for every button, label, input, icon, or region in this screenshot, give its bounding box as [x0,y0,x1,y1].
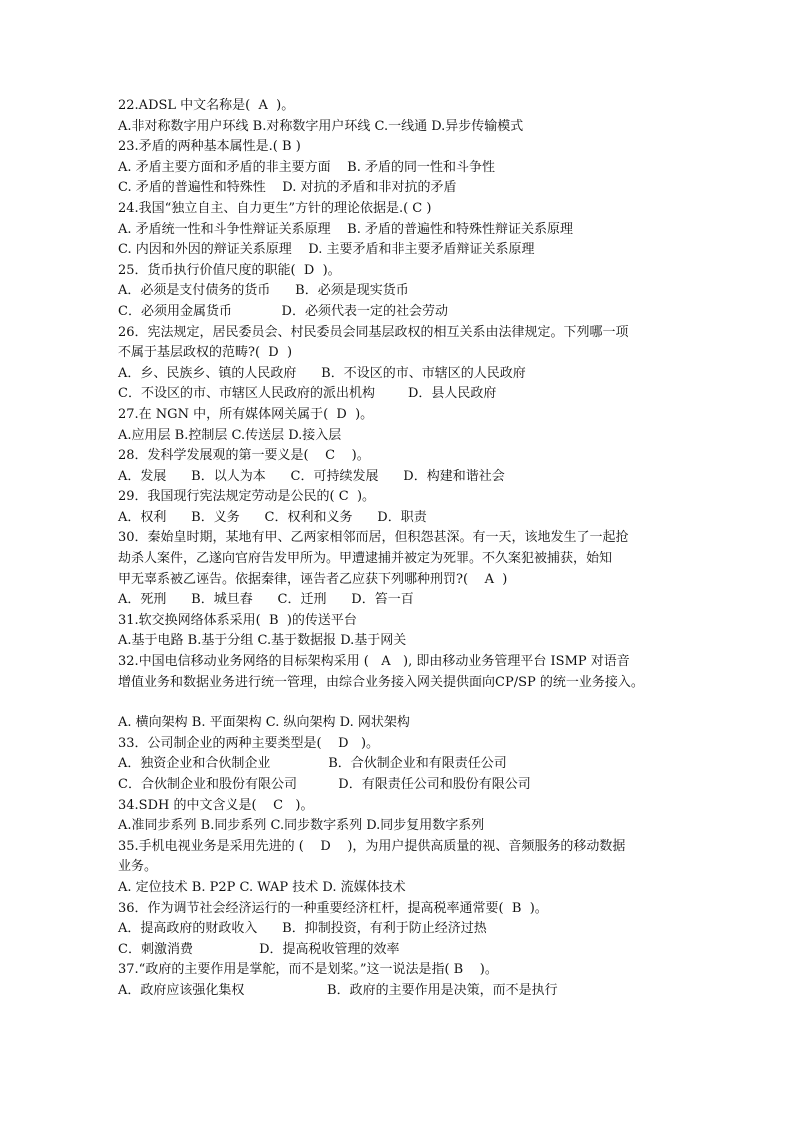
question-35-part2: 业务。 [118,859,158,875]
question-30-part2: 劫杀人案件，乙遂向官府告发甲所为。甲遭逮捕并被定为死罪。不久案犯被捕获，始知 [118,551,613,567]
question-35-part1: 35.手机电视业务是采用先进的 ( D )，为用户提供高质量的视、音频服务的移动数据 [118,838,626,854]
question-36: 36．作为调节社会经济运行的一种重要经济杠杆，提高税率通常要( B )。 [118,900,548,916]
question-34: 34.SDH 的中文含义是( C )。 [118,797,314,813]
question-36-options-cd: C．刺激消费 D．提高税收管理的效率 [118,941,400,957]
question-30-options: A．死刑 B．城旦舂 C．迁刑 D．笞一百 [118,592,414,608]
question-31-options: A.基于电路 B.基于分组 C.基于数据报 D.基于网关 [118,633,407,649]
question-26-options-cd: C．不设区的市、市辖区人民政府的派出机构 D．县人民政府 [118,386,497,402]
question-28: 28．发科学发展观的第一要义是( C )。 [118,448,370,464]
question-29-options: A．权利 B．义务 C．权利和义务 D．职责 [118,509,427,525]
question-26-part1: 26．宪法规定，居民委员会、村民委员会同基层政权的相互关系由法律规定。下列哪一项 [118,324,629,340]
question-24-options-ab: A. 矛盾统一性和斗争性辩证关系原理 B. 矛盾的普遍性和特殊性辩证关系原理 [118,221,574,237]
question-23: 23.矛盾的两种基本属性是.( B ) [118,139,301,155]
question-33-options-cd: C．合伙制企业和股份有限公司 D．有限责任公司和股份有限公司 [118,777,531,792]
question-22-options: A.非对称数字用户环线 B.对称数字用户环线 C.一线通 D.异步传输模式 [118,118,524,134]
question-31: 31.软交换网络体系采用( B )的传送平台 [118,612,357,628]
question-22: 22.ADSL 中文名称是( A )。 [118,98,295,113]
question-37: 37.“政府的主要作用是掌舵，而不是划桨。”这一说法是指( B )。 [118,962,498,978]
question-25-options-cd: C．必须用金属货币 D．必须代表一定的社会劳动 [118,303,448,319]
question-26-options-ab: A．乡、民族乡、镇的人民政府 B．不设区的市、市辖区的人民政府 [118,365,526,381]
question-28-options: A．发展 B．以人为本 C．可持续发展 D．构建和谐社会 [118,468,505,484]
question-34-options: A.准同步系列 B.同步系列 C.同步数字系列 D.同步复用数字系列 [118,818,485,834]
question-30-part1: 30．秦始皇时期，某地有甲、乙两家相邻而居，但积怨甚深。有一天，该地发生了一起抢 [118,530,629,546]
question-33-options-ab: A．独资企业和合伙制企业 B．合伙制企业和有限责任公司 [118,756,507,772]
question-25: 25．货币执行价值尺度的职能( D )。 [118,262,341,278]
question-32-options: A. 横向架构 B. 平面架构 C. 纵向架构 D. 网状架构 [118,715,410,731]
question-25-options-ab: A．必须是支付债务的货币 B．必须是现实货币 [118,283,409,299]
question-36-options-ab: A．提高政府的财政收入 B．抑制投资，有利于防止经济过热 [118,921,487,937]
question-32-part1: 32.中国电信移动业务网络的目标架构采用 ( A ), 即由移动业务管理平台 ISMP 对语音 [118,654,630,670]
question-35-options: A. 定位技术 B. P2P C. WAP 技术 D. 流媒体技术 [118,879,406,895]
question-23-options-cd: C. 矛盾的普遍性和特殊性 D. 对抗的矛盾和非对抗的矛盾 [118,180,457,196]
question-37-options-ab: A．政府应该强化集权 B．政府的主要作用是决策，而不是执行 [118,982,558,998]
blank-line [118,693,684,713]
question-26-part2: 不属于基层政权的范畴?( D ) [118,345,293,361]
question-33: 33．公司制企业的两种主要类型是( D )。 [118,735,380,751]
question-29: 29．我国现行宪法规定劳动是公民的( C )。 [118,489,376,505]
question-24: 24.我国“独立自主、自力更生”方针的理论依据是.( C ) [118,200,432,216]
question-30-part3: 甲无辜系被乙诬告。依据秦律，诬告者乙应获下列哪种刑罚?( A ) [118,571,508,587]
question-32-part2: 增值业务和数据业务进行统一管理，由综合业务接入网关提供面向CP/SP 的统一业务接入。 [118,674,644,690]
question-27-options: A.应用层 B.控制层 C.传送层 D.接入层 [118,427,342,443]
question-24-options-cd: C. 内因和外因的辩证关系原理 D. 主要矛盾和非主要矛盾辩证关系原理 [118,242,535,258]
question-23-options-ab: A. 矛盾主要方面和矛盾的非主要方面 B. 矛盾的同一性和斗争性 [118,159,496,175]
question-27: 27.在 NGN 中，所有媒体网关属于( D )。 [118,406,374,422]
document-page [118,96,684,1002]
